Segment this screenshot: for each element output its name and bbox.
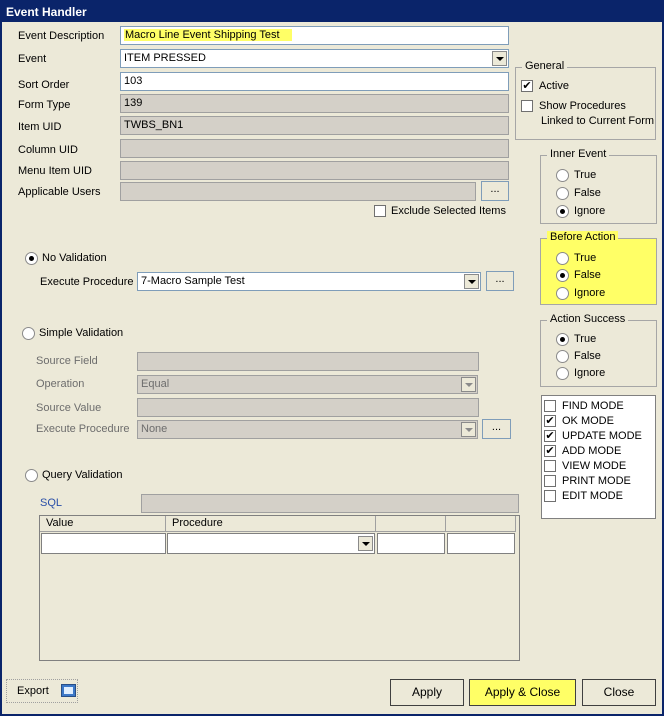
- applicable-users-label: Applicable Users: [18, 186, 101, 198]
- chevron-down-icon: [362, 542, 370, 546]
- show-procedures-label-line2: Linked to Current Form: [541, 115, 655, 127]
- mode-label: PRINT MODE: [562, 475, 631, 487]
- action-success-false-radio[interactable]: [556, 350, 569, 363]
- action-success-ignore-label: Ignore: [574, 367, 606, 379]
- exclude-selected-checkbox[interactable]: [374, 205, 386, 217]
- grid-header-col4: [446, 516, 516, 532]
- grid-header-col3: [376, 516, 446, 532]
- simple-execute-dropdown-button: [461, 422, 476, 437]
- event-description-input[interactable]: [120, 26, 509, 45]
- before-action-ignore-radio[interactable]: [556, 287, 569, 300]
- query-validation-radio[interactable]: [25, 469, 38, 482]
- grid-cell-procedure[interactable]: [167, 533, 375, 554]
- item-uid-label: Item UID: [18, 121, 62, 133]
- no-validation-dropdown-button[interactable]: [464, 274, 479, 289]
- operation-select: [137, 375, 478, 394]
- chevron-down-icon: [465, 428, 473, 432]
- item-uid-input: TWBS_BN1: [120, 116, 509, 135]
- export-area[interactable]: [6, 679, 78, 703]
- operation-dropdown-button: [461, 377, 476, 392]
- inner-event-title: Inner Event: [547, 148, 609, 160]
- column-uid-input: [120, 139, 509, 158]
- column-uid-label: Column UID: [18, 144, 78, 156]
- mode-label: OK MODE: [562, 415, 614, 427]
- before-action-true-label: True: [574, 252, 597, 264]
- apply-close-button[interactable]: Apply & Close: [469, 679, 576, 706]
- grid-header-value: Value: [40, 516, 166, 532]
- show-procedures-label: Show Procedures: [539, 100, 626, 112]
- event-dropdown-button[interactable]: [492, 51, 507, 66]
- before-action-false-radio[interactable]: [556, 269, 569, 282]
- menu-item-uid-input: [120, 161, 509, 180]
- sql-label: SQL: [40, 497, 63, 509]
- mode-label: UPDATE MODE: [562, 430, 642, 442]
- modes-list: [541, 395, 656, 519]
- simple-validation-label: Simple Validation: [39, 327, 124, 339]
- source-value-input: [137, 398, 479, 417]
- event-select[interactable]: [120, 49, 509, 68]
- no-validation-label: No Validation: [42, 252, 107, 264]
- export-icon[interactable]: [61, 684, 76, 697]
- active-checkbox[interactable]: ✔: [522, 80, 532, 92]
- sort-order-label: Sort Order: [18, 79, 70, 91]
- sort-order-input[interactable]: 103: [120, 72, 509, 91]
- chevron-down-icon: [468, 280, 476, 284]
- source-field-label: Source Field: [36, 355, 98, 367]
- event-description-label: Event Description: [18, 30, 105, 42]
- grid-cell-value[interactable]: [41, 533, 166, 554]
- inner-event-true-radio[interactable]: [556, 169, 569, 182]
- mode-label: VIEW MODE: [562, 460, 627, 472]
- chevron-down-icon: [496, 57, 504, 61]
- menu-item-uid-label: Menu Item UID: [18, 165, 92, 177]
- no-validation-browse-button[interactable]: ...: [486, 271, 514, 291]
- simple-validation-radio[interactable]: [22, 327, 35, 340]
- event-description-value: Macro Line Event Shipping Test: [124, 29, 292, 41]
- action-success-ignore-radio[interactable]: [556, 367, 569, 380]
- inner-event-false-radio[interactable]: [556, 187, 569, 200]
- before-action-false-label: False: [574, 269, 601, 281]
- action-success-true-label: True: [574, 333, 597, 345]
- operation-value: Equal: [141, 378, 170, 390]
- applicable-users-input: [120, 182, 476, 201]
- close-button[interactable]: Close: [582, 679, 656, 706]
- before-action-ignore-label: Ignore: [574, 287, 606, 299]
- mode-checkbox[interactable]: [544, 490, 556, 502]
- source-field-input: [137, 352, 479, 371]
- no-validation-execute-value: 7-Macro Sample Test: [141, 275, 245, 287]
- source-value-label: Source Value: [36, 402, 102, 414]
- mode-checkbox[interactable]: [544, 460, 556, 472]
- chevron-down-icon: [465, 383, 473, 387]
- no-validation-execute-select[interactable]: [137, 272, 481, 291]
- mode-label: ADD MODE: [562, 445, 622, 457]
- mode-checkbox[interactable]: [544, 475, 556, 487]
- event-label: Event: [18, 53, 47, 65]
- simple-execute-select: [137, 420, 478, 439]
- no-validation-execute-label: Execute Procedure: [40, 276, 134, 288]
- active-label: Active: [539, 80, 569, 92]
- simple-execute-browse-button[interactable]: ...: [482, 419, 511, 439]
- action-success-true-radio[interactable]: [556, 333, 569, 346]
- mode-label: EDIT MODE: [562, 490, 623, 502]
- event-select-value: ITEM PRESSED: [124, 52, 206, 64]
- query-grid: [39, 515, 520, 661]
- operation-label: Operation: [36, 378, 85, 390]
- grid-header-procedure: Procedure: [166, 516, 376, 532]
- mode-label: FIND MODE: [562, 400, 624, 412]
- mode-checkbox[interactable]: [544, 400, 556, 412]
- simple-execute-label: Execute Procedure: [36, 423, 130, 435]
- window-title: Event Handler: [2, 2, 662, 22]
- before-action-title: Before Action: [547, 231, 618, 243]
- query-validation-label: Query Validation: [42, 469, 123, 481]
- apply-button[interactable]: Apply: [390, 679, 464, 706]
- grid-procedure-dropdown-button[interactable]: [358, 536, 373, 551]
- grid-cell-col4[interactable]: [447, 533, 515, 554]
- exclude-selected-label: Exclude Selected Items: [391, 205, 506, 217]
- inner-event-ignore-label: Ignore: [574, 205, 606, 217]
- show-procedures-checkbox[interactable]: [521, 100, 533, 112]
- export-icon-detail: [64, 687, 73, 694]
- mode-checkbox[interactable]: ✔: [545, 445, 555, 457]
- inner-event-ignore-radio[interactable]: [556, 205, 569, 218]
- sql-input: [141, 494, 519, 513]
- grid-cell-col3[interactable]: [377, 533, 445, 554]
- mode-checkbox[interactable]: ✔: [545, 430, 555, 442]
- general-group-title: General: [522, 60, 567, 72]
- action-success-title: Action Success: [547, 313, 628, 325]
- inner-event-true-label: True: [574, 169, 597, 181]
- inner-event-false-label: False: [574, 187, 601, 199]
- applicable-users-browse-button[interactable]: ...: [481, 181, 509, 201]
- export-label: Export: [17, 685, 49, 697]
- action-success-false-label: False: [574, 350, 601, 362]
- mode-checkbox[interactable]: ✔: [545, 415, 555, 427]
- before-action-true-radio[interactable]: [556, 252, 569, 265]
- form-type-input: 139: [120, 94, 509, 113]
- simple-execute-value: None: [141, 423, 168, 435]
- form-type-label: Form Type: [18, 99, 71, 111]
- no-validation-radio[interactable]: [25, 252, 38, 265]
